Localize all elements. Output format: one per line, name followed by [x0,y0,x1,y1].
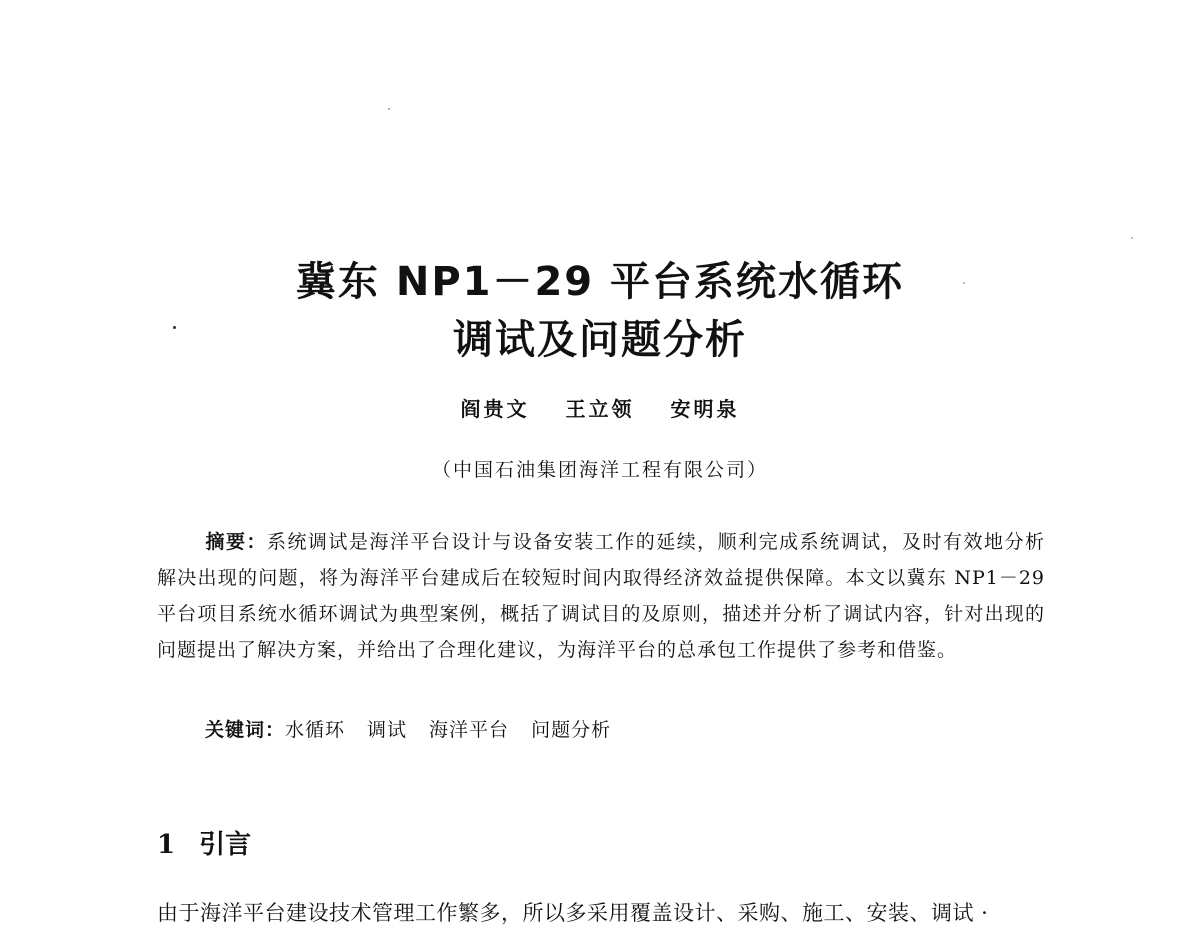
keyword: 问题分析 [531,719,612,741]
abstract-paragraph [157,524,1045,668]
scan-speck [963,282,965,284]
scan-speck [173,326,176,329]
author-list [0,393,1200,422]
keyword: 调试 [367,719,408,741]
body-paragraph-first-line: 由于海洋平台建设技术管理工作繁多，所以多采用覆盖设计、采购、施工、安装、调试 · [157,901,989,925]
keywords-label: 关键词： [205,719,286,741]
abstract-text: 系统调试是海洋平台设计与设备安装工作的延续，顺利完成系统调试，及时有效地分析解决出现的问题，将为海洋平台建成后在较短时间内取得经济效益提供保障。本文以冀东 NP1－29 平台项目系统水循环调试为典型案例，概括了调试目的及原则，描述并分析了调试内容，针对出现的问题提出了解决方案，并给出了合理化建议，为海洋平台的总承包工作提供了参考和借鉴。 [157,531,1045,661]
author-name: 王立领 [565,397,635,421]
paper-title-line-1: 冀东 NP1－29 平台系统水循环 [295,259,905,305]
keywords-line [205,715,633,742]
keyword: 海洋平台 [429,719,510,741]
section-heading [157,824,251,861]
affiliation: （中国石油集团海洋工程有限公司） [431,459,768,481]
paper-title-line-2: 调试及问题分析 [453,317,747,363]
section-number: 1 [157,830,176,860]
author-name: 安明泉 [670,397,740,421]
section-title: 引言 [199,830,252,860]
scan-speck [1131,237,1133,239]
author-name: 阎贵文 [460,397,530,421]
keyword: 水循环 [285,719,346,741]
scan-speck [388,108,390,110]
abstract-label: 摘要： [205,531,267,553]
